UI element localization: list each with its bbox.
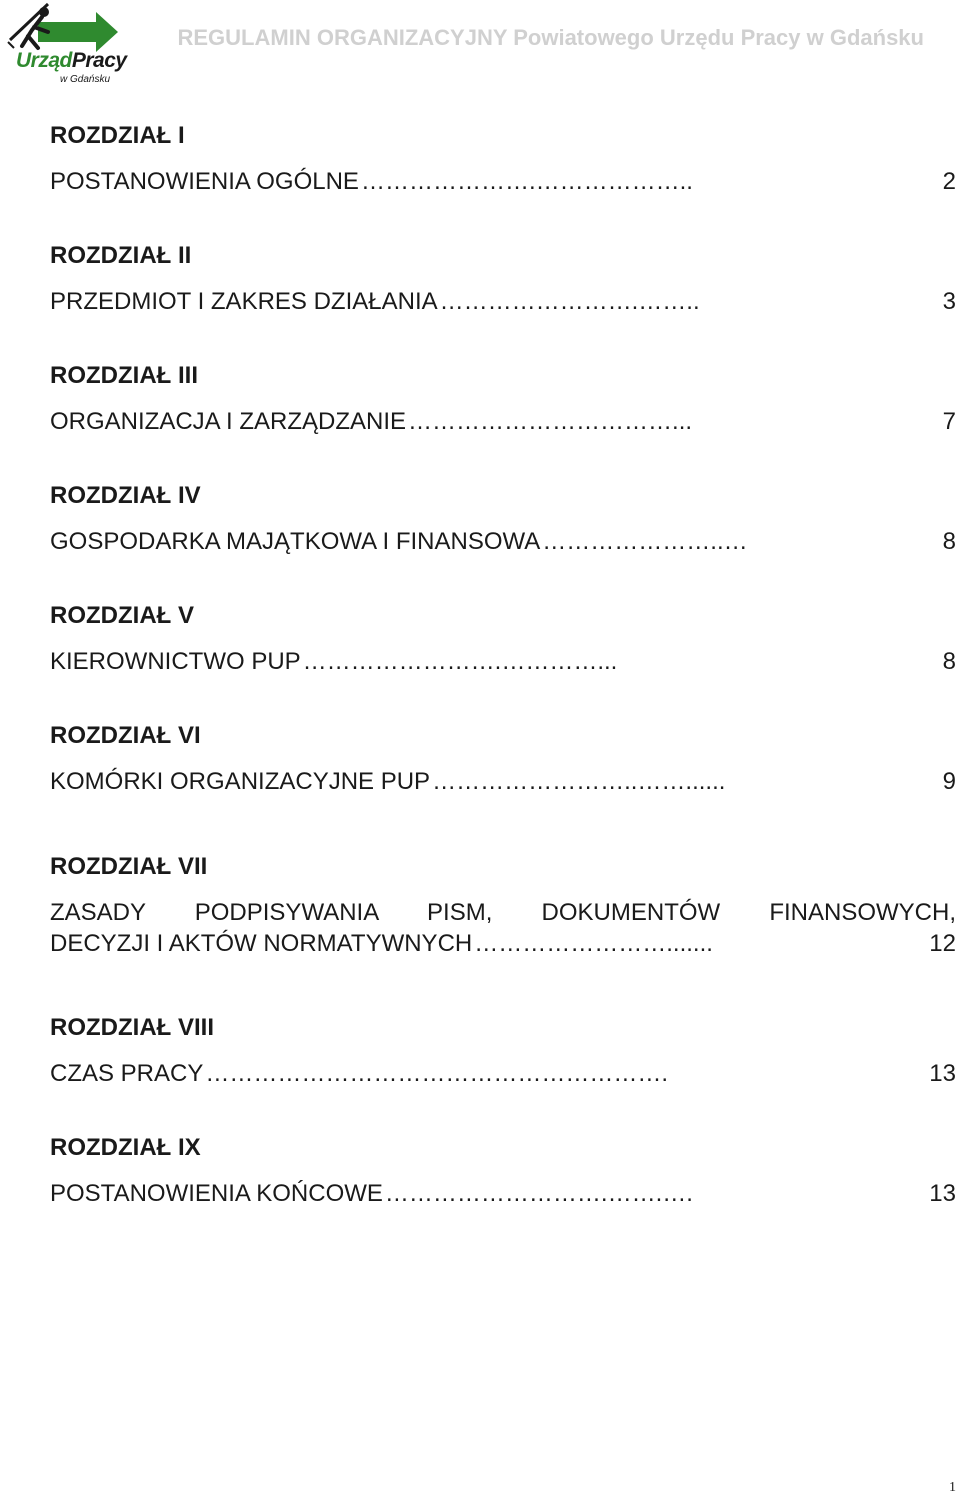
chapter-heading: ROZDZIAŁ I bbox=[50, 122, 185, 149]
page-ref: 2 bbox=[942, 168, 956, 195]
chapter-heading: ROZDZIAŁ VIII bbox=[50, 1014, 214, 1041]
logo-word-pracy: Pracy bbox=[71, 49, 127, 72]
page-ref: 3 bbox=[942, 288, 956, 315]
logo-subtitle: w Gdańsku bbox=[60, 74, 111, 85]
toc-chapter-9 bbox=[50, 1131, 956, 1210]
chapter-title: POSTANOWIENIA KOŃCOWE bbox=[50, 1180, 383, 1207]
chapter-title-line1: ZASADY PODPISYWANIA PISM, DOKUMENTÓW FINANSOWYCH, bbox=[50, 899, 956, 926]
chapter-title: POSTANOWIENIA OGÓLNE bbox=[50, 168, 359, 195]
page-ref: 12 bbox=[929, 930, 956, 957]
page-ref: 9 bbox=[942, 768, 956, 795]
chapter-heading: ROZDZIAŁ IX bbox=[50, 1134, 201, 1161]
page-number: 1 bbox=[949, 1480, 956, 1495]
dot-leader: …………………………………………………. bbox=[205, 1060, 669, 1087]
logo-arrow-icon bbox=[4, 2, 120, 54]
document-header-title: REGULAMIN ORGANIZACYJNY Powiatowego Urzędu Pracy w Gdańsku bbox=[177, 25, 924, 50]
urzad-pracy-logo bbox=[4, 2, 127, 88]
chapter-title: CZAS PRACY bbox=[50, 1060, 204, 1087]
logo-word-urzad: Urząd bbox=[16, 49, 72, 72]
chapter-heading: ROZDZIAŁ V bbox=[50, 602, 194, 629]
chapter-heading: ROZDZIAŁ III bbox=[50, 362, 198, 389]
toc-entry[interactable] bbox=[50, 1178, 956, 1210]
dot-leader: …………………….…….. bbox=[439, 288, 700, 315]
dot-leader: ……………………………... bbox=[408, 408, 693, 435]
chapter-heading: ROZDZIAŁ VI bbox=[50, 722, 201, 749]
dot-leader: ……………………….…….…. bbox=[384, 1180, 693, 1207]
toc-entry[interactable] bbox=[50, 646, 956, 678]
toc-entry[interactable] bbox=[50, 1058, 956, 1090]
toc-chapter-8 bbox=[50, 1011, 956, 1090]
logo-wordmark bbox=[16, 50, 127, 71]
dot-leader: ……………………....... bbox=[474, 930, 713, 957]
page-ref: 13 bbox=[929, 1180, 956, 1207]
dot-leader: …………………..… bbox=[542, 528, 748, 555]
dot-leader: ………………….……………….. bbox=[360, 168, 693, 195]
toc-chapter-2 bbox=[50, 239, 956, 318]
toc-chapter-5 bbox=[50, 599, 956, 678]
chapter-title: ORGANIZACJA I ZARZĄDZANIE bbox=[50, 408, 407, 435]
toc-entry[interactable] bbox=[50, 526, 956, 558]
toc-chapter-3 bbox=[50, 359, 956, 438]
table-of-contents bbox=[50, 119, 956, 1210]
toc-entry[interactable] bbox=[50, 286, 956, 318]
chapter-heading: ROZDZIAŁ II bbox=[50, 242, 192, 269]
chapter-title-line2 bbox=[50, 928, 956, 959]
chapter-heading: ROZDZIAŁ VII bbox=[50, 853, 208, 880]
chapter-title: PRZEDMIOT I ZAKRES DZIAŁANIA bbox=[50, 288, 438, 315]
toc-chapter-4 bbox=[50, 479, 956, 558]
chapter-title: DECYZJI I AKTÓW NORMATYWNYCH bbox=[50, 930, 473, 957]
toc-chapter-1 bbox=[50, 119, 956, 198]
page-ref: 8 bbox=[942, 648, 956, 675]
dot-leader: ……………………..……...... bbox=[432, 768, 726, 795]
page-ref: 7 bbox=[942, 408, 956, 435]
toc-entry[interactable] bbox=[50, 897, 956, 959]
toc-chapter-7 bbox=[50, 850, 956, 959]
dot-leader: …………………….…………... bbox=[302, 648, 618, 675]
chapter-heading: ROZDZIAŁ IV bbox=[50, 482, 201, 509]
toc-entry[interactable] bbox=[50, 766, 956, 798]
chapter-title: GOSPODARKA MAJĄTKOWA I FINANSOWA bbox=[50, 528, 541, 555]
chapter-title: KOMÓRKI ORGANIZACYJNE PUP bbox=[50, 768, 431, 795]
toc-chapter-6 bbox=[50, 719, 956, 798]
toc-entry[interactable] bbox=[50, 166, 956, 198]
toc-entry[interactable] bbox=[50, 406, 956, 438]
page-ref: 8 bbox=[942, 528, 956, 555]
page-ref: 13 bbox=[929, 1060, 956, 1087]
chapter-title: KIEROWNICTWO PUP bbox=[50, 648, 301, 675]
